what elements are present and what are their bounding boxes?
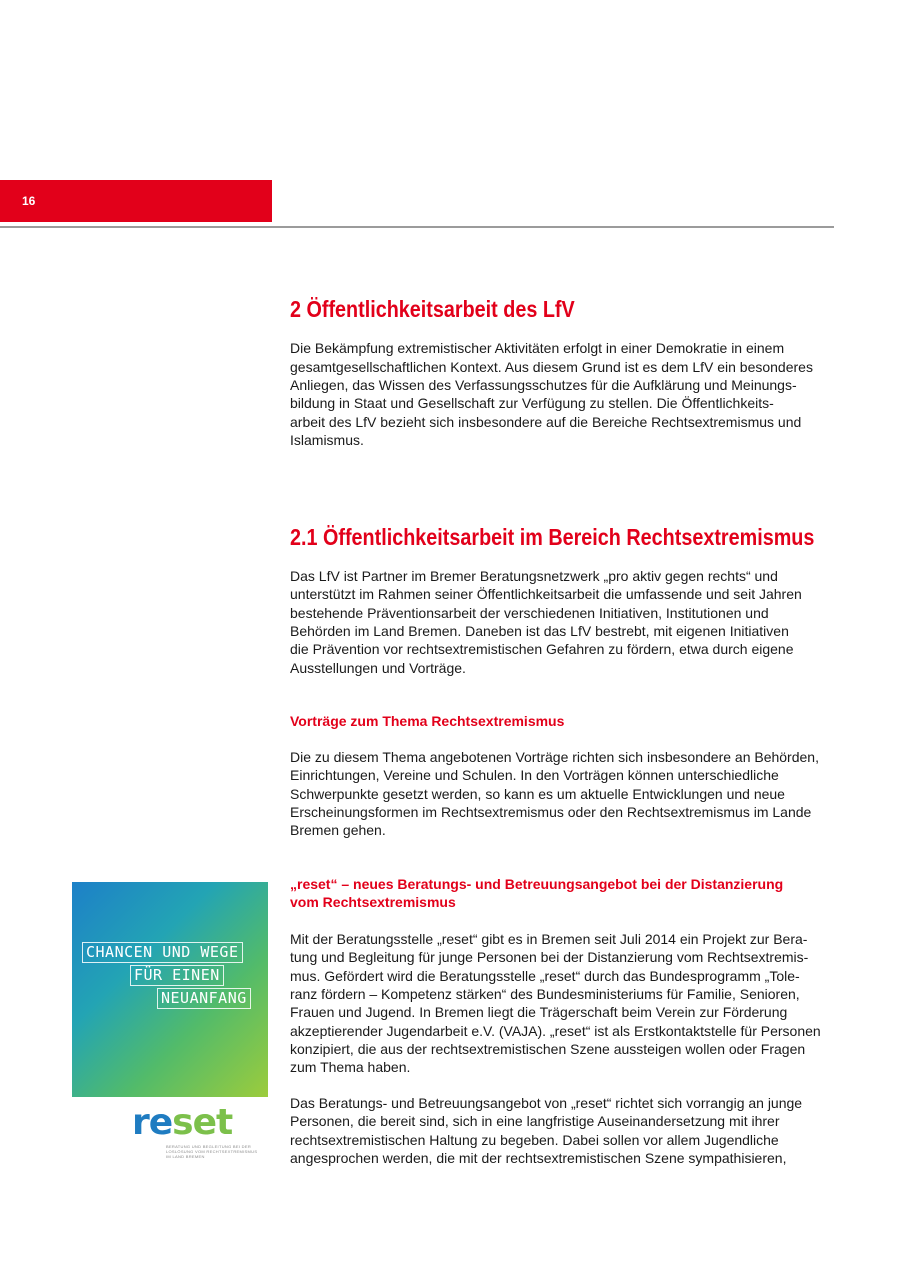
text-line: die Prävention vor rechtsextremistischen Gefahren zu fördern, etwa durch eigene <box>290 641 794 658</box>
reset-poster-image <box>72 882 270 1192</box>
text-line: Personen, die bereit sind, sich in eine langfristige Auseinandersetzung mit ihrer <box>290 1113 780 1130</box>
reset-logo-part: set <box>172 1102 233 1143</box>
text-line: mus. Gefördert wird die Beratungsstelle „reset“ durch das Bundesprogramm „Tole- <box>290 967 800 984</box>
text-line: gesamtgesellschaftlichen Kontext. Aus diesem Grund ist es dem LfV ein besonderes <box>290 358 813 375</box>
text-line: arbeit des LfV bezieht sich insbesondere auf die Bereiche Rechtsextremismus und <box>290 413 802 430</box>
reset-logo-subtitle <box>166 1144 266 1159</box>
text-line: Einrichtungen, Vereine und Schulen. In den Vorträgen können unterschiedliche <box>290 767 779 784</box>
page-number: 16 <box>22 194 36 208</box>
text-line: Die Bekämpfung extremistischer Aktivitäten erfolgt in einer Demokratie in einem <box>290 340 785 356</box>
text-line: Mit der Beratungsstelle „reset“ gibt es in Bremen seit Juli 2014 ein Projekt zur Bera- <box>290 931 808 947</box>
text-line: bildung in Staat und Gesellschaft zur Verfügung zu stellen. Die Öffentlichkeits- <box>290 395 774 411</box>
text-line: Schwerpunkte gesetzt werden, so kann es um aktuelle Entwicklungen und neue <box>290 785 785 802</box>
header-rule <box>0 226 834 228</box>
poster-slogan-line: NEUANFANG <box>157 988 251 1009</box>
text-line: akzeptierender Jugendarbeit e.V. (VAJA). „reset“ ist als Erstkontaktstelle für Personen <box>290 1022 821 1039</box>
subtitle-line: LOSLÖSUNG VOM RECHTSEXTREMISMUS <box>166 1149 258 1154</box>
lectures-heading: Vorträge zum Thema Rechtsextremismus <box>290 713 565 729</box>
page-number-tab <box>0 180 272 222</box>
text-line: unterstützt im Rahmen seiner Öffentlichkeitsarbeit die umfassende und seit Jahren <box>290 586 802 603</box>
text-line: Behörden im Land Bremen. Daneben ist das LfV bestrebt, mit eigenen Initiativen <box>290 622 789 639</box>
text-line: Anliegen, das Wissen des Verfassungsschutzes für die Aufklärung und Meinungs- <box>290 377 797 393</box>
text-line: tung und Begleitung für junge Personen bei der Distanzierung vom Rechtsextremis- <box>290 949 809 966</box>
text-line: Erscheinungsformen im Rechtsextremismus oder den Rechtsextremismus im Lande <box>290 803 812 820</box>
reset-logo <box>132 1102 232 1143</box>
text-line: bestehende Präventionsarbeit der verschiedenen Initiativen, Institutionen und <box>290 604 769 621</box>
text-line: Das LfV ist Partner im Bremer Beratungsnetzwerk „pro aktiv gegen rechts“ und <box>290 568 778 584</box>
poster-slogan-line: FÜR EINEN <box>130 965 224 986</box>
text-line: Islamismus. <box>290 432 364 448</box>
subtitle-line: BERATUNG UND BEGLEITUNG BEI DER <box>166 1144 252 1149</box>
poster-gradient <box>72 882 268 1097</box>
reset-heading-line: „reset“ – neues Beratungs- und Betreuungsangebot bei der Distanzierung <box>290 876 784 892</box>
text-line: Bremen gehen. <box>290 822 386 839</box>
text-line: Das Beratungs- und Betreuungsangebot von „reset“ richtet sich vorrangig an junge <box>290 1095 803 1111</box>
text-line: ranz fördern – Kompetenz stärken“ des Bundesministeriums für Familie, Senioren, <box>290 985 800 1002</box>
reset-heading-line: vom Rechtsextremismus <box>290 894 456 910</box>
text-line: rechtsextremistischen Haltung zu begeben. Dabei sollen vor allem Jugendliche <box>290 1131 779 1148</box>
text-line: angesprochen werden, die mit der rechtsextremistischen Szene sympathisieren, <box>290 1149 787 1166</box>
section-title: 2 Öffentlichkeitsarbeit des LfV <box>290 296 575 322</box>
text-line: Frauen und Jugend. In Bremen liegt die Trägerschaft beim Verein zur Förderung <box>290 1004 788 1021</box>
text-line: Die zu diesem Thema angebotenen Vorträge richten sich insbesondere an Behörden, <box>290 749 819 765</box>
reset-logo-part: re <box>132 1102 173 1143</box>
poster-slogan-line: CHANCEN UND WEGE <box>82 942 243 963</box>
text-line: Ausstellungen und Vorträge. <box>290 659 466 676</box>
subsection-title: 2.1 Öffentlichkeitsarbeit im Bereich Rechtsextremismus <box>290 524 815 550</box>
text-line: konzipiert, die aus der rechtsextremistischen Szene aussteigen wollen oder Fragen <box>290 1040 806 1057</box>
subtitle-line: IM LAND BREMEN <box>166 1154 205 1159</box>
text-line: zum Thema haben. <box>290 1059 411 1076</box>
